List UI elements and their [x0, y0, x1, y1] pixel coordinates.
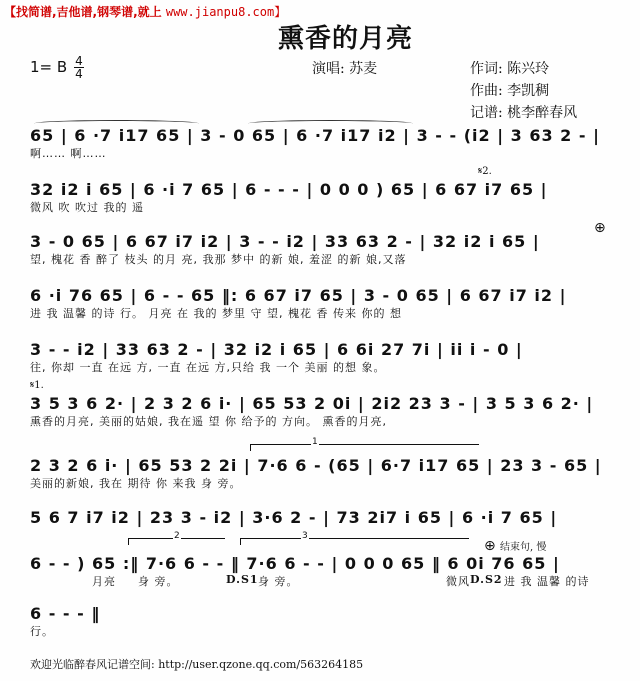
- notes-line: 2 3 2 6 i· | 65 53 2 2i | 7·6 6 - (65 | 6·7 i17 65 | 23 3 - 65 |: [30, 456, 602, 475]
- ds1-mark: D.S1: [226, 573, 259, 586]
- score-row-9: [30, 554, 634, 587]
- notes-line: 6 - - ) 65 :‖ 7·6 6 - - ‖ 7·6 6 - - | 0 0 0 65 ‖ 6 0i 76 65 |: [30, 554, 560, 573]
- lyricist-credit: 作词: 陈兴玲: [470, 61, 550, 77]
- score-row-1: [30, 126, 634, 161]
- score-row-5: [30, 340, 634, 375]
- key-signature: 1= B: [30, 58, 68, 76]
- lyrics-line: 美丽的新娘, 我在 期待 你 来我 身 旁。: [30, 477, 242, 490]
- composer-credit: 作曲: 李凯稠: [470, 83, 550, 99]
- ending-instruction: 结束句, 慢: [500, 542, 547, 553]
- time-sig-top: 4: [75, 54, 83, 68]
- singer-credit: 演唱: 苏麦: [312, 61, 378, 77]
- score-row-2: [30, 180, 634, 215]
- ds2-mark: D.S2: [470, 573, 503, 586]
- banner-text: 【找简谱,吉他谱,钢琴谱,就上: [4, 5, 166, 19]
- lyrics-line: 行。: [30, 625, 54, 638]
- notes-line: 3 5 3 6 2· | 2 3 2 6 i· | 65 53 2 0i | 2i2 23 3 - | 3 5 3 6 2· |: [30, 394, 594, 413]
- score-row-6: [30, 394, 634, 429]
- volta-bracket-3: 3: [240, 538, 469, 545]
- segno-2-mark: 𝄋2.: [478, 166, 492, 177]
- lyrics-line: 微风 吹 吹过 我的 遥: [30, 201, 144, 214]
- score-row-3: [30, 232, 634, 267]
- notes-line: 6 ·i 76 65 | 6 - - 65 ‖: 6 67 i7 65 | 3 - 0 65 | 6 67 i7 i2 |: [30, 286, 567, 305]
- lyrics-line: 月亮 身 旁。 D.S1 身 旁。 微风 D.S2 进 我 温馨 的诗: [92, 573, 590, 588]
- lyrics-line: 往, 你却 一直 在远 方, 一直 在远 方,只给 我 一个 美丽 的想 象。: [30, 361, 386, 374]
- notes-line: 3 - 0 65 | 6 67 i7 i2 | 3 - - i2 | 33 63 2 - | 32 i2 i 65 |: [30, 232, 540, 251]
- notes-line: 65 | 6 ·7 i17 65 | 3 - 0 65 | 6 ·7 i17 i2 | 3 - - (i2 | 3 63 2 - |: [30, 126, 600, 145]
- segno-1-mark: 𝄋1.: [30, 380, 44, 391]
- coda-icon: ⊕: [594, 220, 606, 236]
- lyrics-line: 熏香的月亮, 美丽的姑娘, 我在遥 望 你 给予的 方向。 熏香的月亮,: [30, 415, 387, 428]
- score-row-7: [30, 456, 634, 491]
- score-row-4: [30, 286, 634, 321]
- notes-line: 3 - - i2 | 33 63 2 - | 32 i2 i 65 | 6 6i 27 7i | ii i - 0 |: [30, 340, 523, 359]
- lyrics-line: 进 我 温馨 的诗 行。 月亮 在 我的 梦里 守 望, 槐花 香 传来 你的 想: [30, 307, 402, 320]
- notes-line: 6 - - - ‖: [30, 604, 101, 623]
- song-title: 熏香的月亮: [278, 24, 414, 54]
- volta-bracket-2: 2: [128, 538, 225, 545]
- footer-link[interactable]: 欢迎光临醉春风记谱空间: http://user.qzone.qq.com/563264185: [30, 658, 364, 671]
- time-signature: [74, 55, 84, 80]
- score-row-8: [30, 508, 634, 527]
- notes-line: 32 i2 i 65 | 6 ·i 7 65 | 6 - - - | 0 0 0 ) 65 | 6 67 i7 65 |: [30, 180, 548, 199]
- volta-bracket-1: 1: [250, 444, 479, 451]
- site-banner[interactable]: [4, 3, 286, 20]
- score-row-10: [30, 604, 634, 639]
- time-sig-bottom: 4: [75, 67, 83, 81]
- banner-url[interactable]: www.jianpu8.com】: [165, 5, 287, 19]
- lyrics-line: 望, 槐花 香 醉了 枝头 的月 亮, 我那 梦中 的新 娘, 羞涩 的新 娘,又落: [30, 253, 407, 266]
- coda-icon: ⊕: [484, 538, 496, 554]
- transcriber-credit: 记谱: 桃李醉春风: [470, 105, 578, 121]
- lyrics-line: 啊…… 啊……: [30, 147, 107, 160]
- notes-line: 5 6 7 i7 i2 | 23 3 - i2 | 3·6 2 - | 73 2i7 i 65 | 6 ·i 7 65 |: [30, 508, 558, 527]
